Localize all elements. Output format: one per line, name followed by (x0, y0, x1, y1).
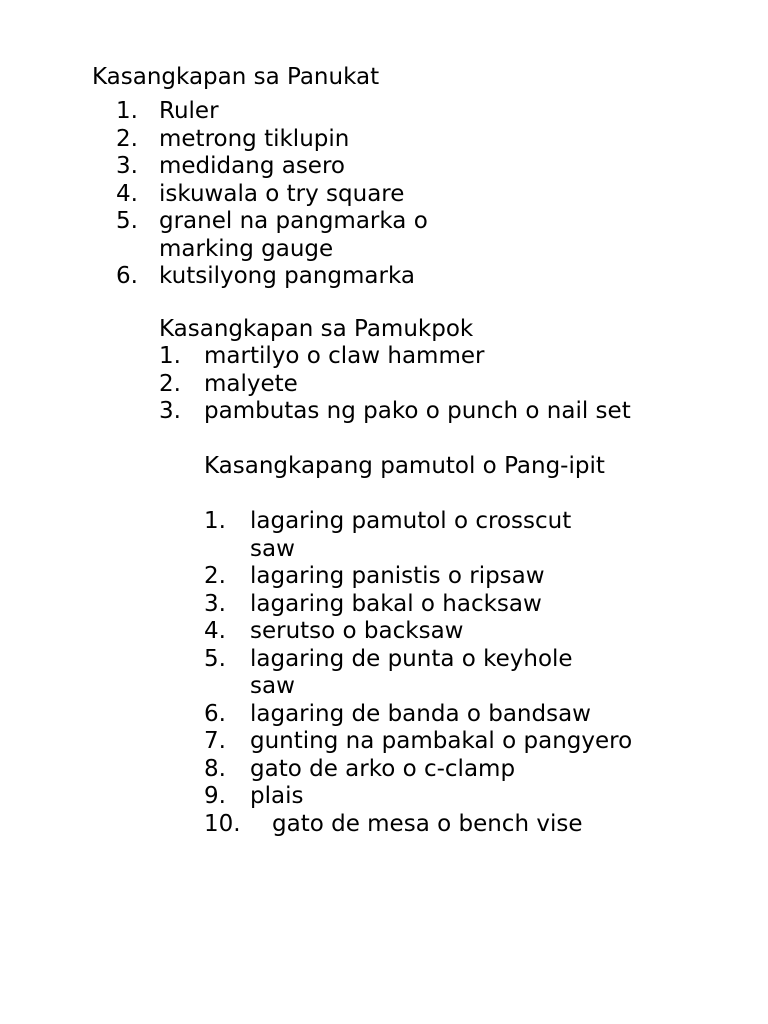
list-item (116, 126, 756, 154)
list-pamutol (204, 508, 744, 838)
list-item-text: metrong tiklupin (159, 125, 350, 152)
list-item (204, 728, 650, 756)
section-heading-pamutol: Kasangkapang pamutol o Pang-ipit (204, 453, 605, 479)
list-item-text: plais (250, 783, 304, 809)
list-item-text: lagaring pamutol o crosscut saw (250, 508, 572, 562)
list-item (116, 208, 519, 263)
list-item-number: 2. (204, 563, 226, 589)
list-item-text: pambutas ng pako o punch o nail set (204, 398, 631, 424)
list-item (204, 646, 590, 701)
list-item-text: gunting na pambakal o pangyero (250, 728, 633, 754)
list-item-text: iskuwala o try square (159, 180, 405, 207)
list-item (204, 618, 744, 646)
list-item-number: 3. (204, 590, 226, 617)
list-item-text: serutso o backsaw (250, 618, 464, 644)
list-item-text: Ruler (159, 98, 219, 124)
list-item-text: kutsilyong pangmarka (159, 263, 415, 289)
list-item (116, 153, 756, 181)
list-item-number: 1. (159, 343, 181, 369)
list-item-number: 6. (204, 700, 226, 727)
list-item (116, 263, 756, 291)
list-item-number: 8. (204, 755, 226, 782)
list-item (204, 756, 744, 784)
list-item (116, 181, 756, 209)
list-item (204, 591, 744, 619)
list-item-number: 7. (204, 728, 226, 754)
list-item-text: medidang asero (159, 153, 345, 179)
list-item-number: 5. (116, 208, 138, 234)
list-item-number: 3. (116, 153, 138, 179)
list-item (116, 98, 756, 126)
list-item-text: martilyo o claw hammer (204, 343, 485, 369)
list-item-number: 4. (116, 180, 138, 207)
list-item-number: 4. (204, 618, 226, 644)
section-heading-pamukpok: Kasangkapan sa Pamukpok (159, 316, 474, 342)
list-item-number: 2. (116, 125, 138, 152)
list-item (204, 508, 580, 563)
list-item-number: 6. (116, 263, 138, 289)
list-item-number: 9. (204, 783, 226, 809)
list-item-number: 2. (159, 370, 181, 397)
list-item-number: 3. (159, 398, 181, 424)
list-item (204, 811, 650, 839)
list-item (159, 398, 674, 426)
list-pamukpok (159, 343, 739, 426)
list-item (204, 783, 744, 811)
list-item-text: lagaring panistis o ripsaw (250, 563, 545, 589)
list-item-text: lagaring de banda o bandsaw (250, 700, 591, 727)
list-item-text: lagaring bakal o hacksaw (250, 590, 542, 617)
list-item-text: granel na pangmarka o marking gauge (159, 208, 428, 262)
list-item (159, 343, 739, 371)
list-item (159, 371, 739, 399)
list-item-number: 1. (204, 508, 226, 534)
list-item-number: 1. (116, 98, 138, 124)
list-item-text: gato de mesa o bench vise (272, 810, 583, 837)
list-panukat (116, 98, 756, 291)
list-item (204, 701, 610, 729)
list-item-text: lagaring de punta o keyhole saw (250, 645, 573, 699)
section-heading-panukat: Kasangkapan sa Panukat (92, 64, 380, 90)
list-item (204, 563, 744, 591)
list-item-text: malyete (204, 370, 298, 397)
list-item-number: 10. (204, 810, 241, 837)
list-item-number: 5. (204, 645, 226, 672)
list-item-text: gato de arko o c-clamp (250, 755, 516, 782)
